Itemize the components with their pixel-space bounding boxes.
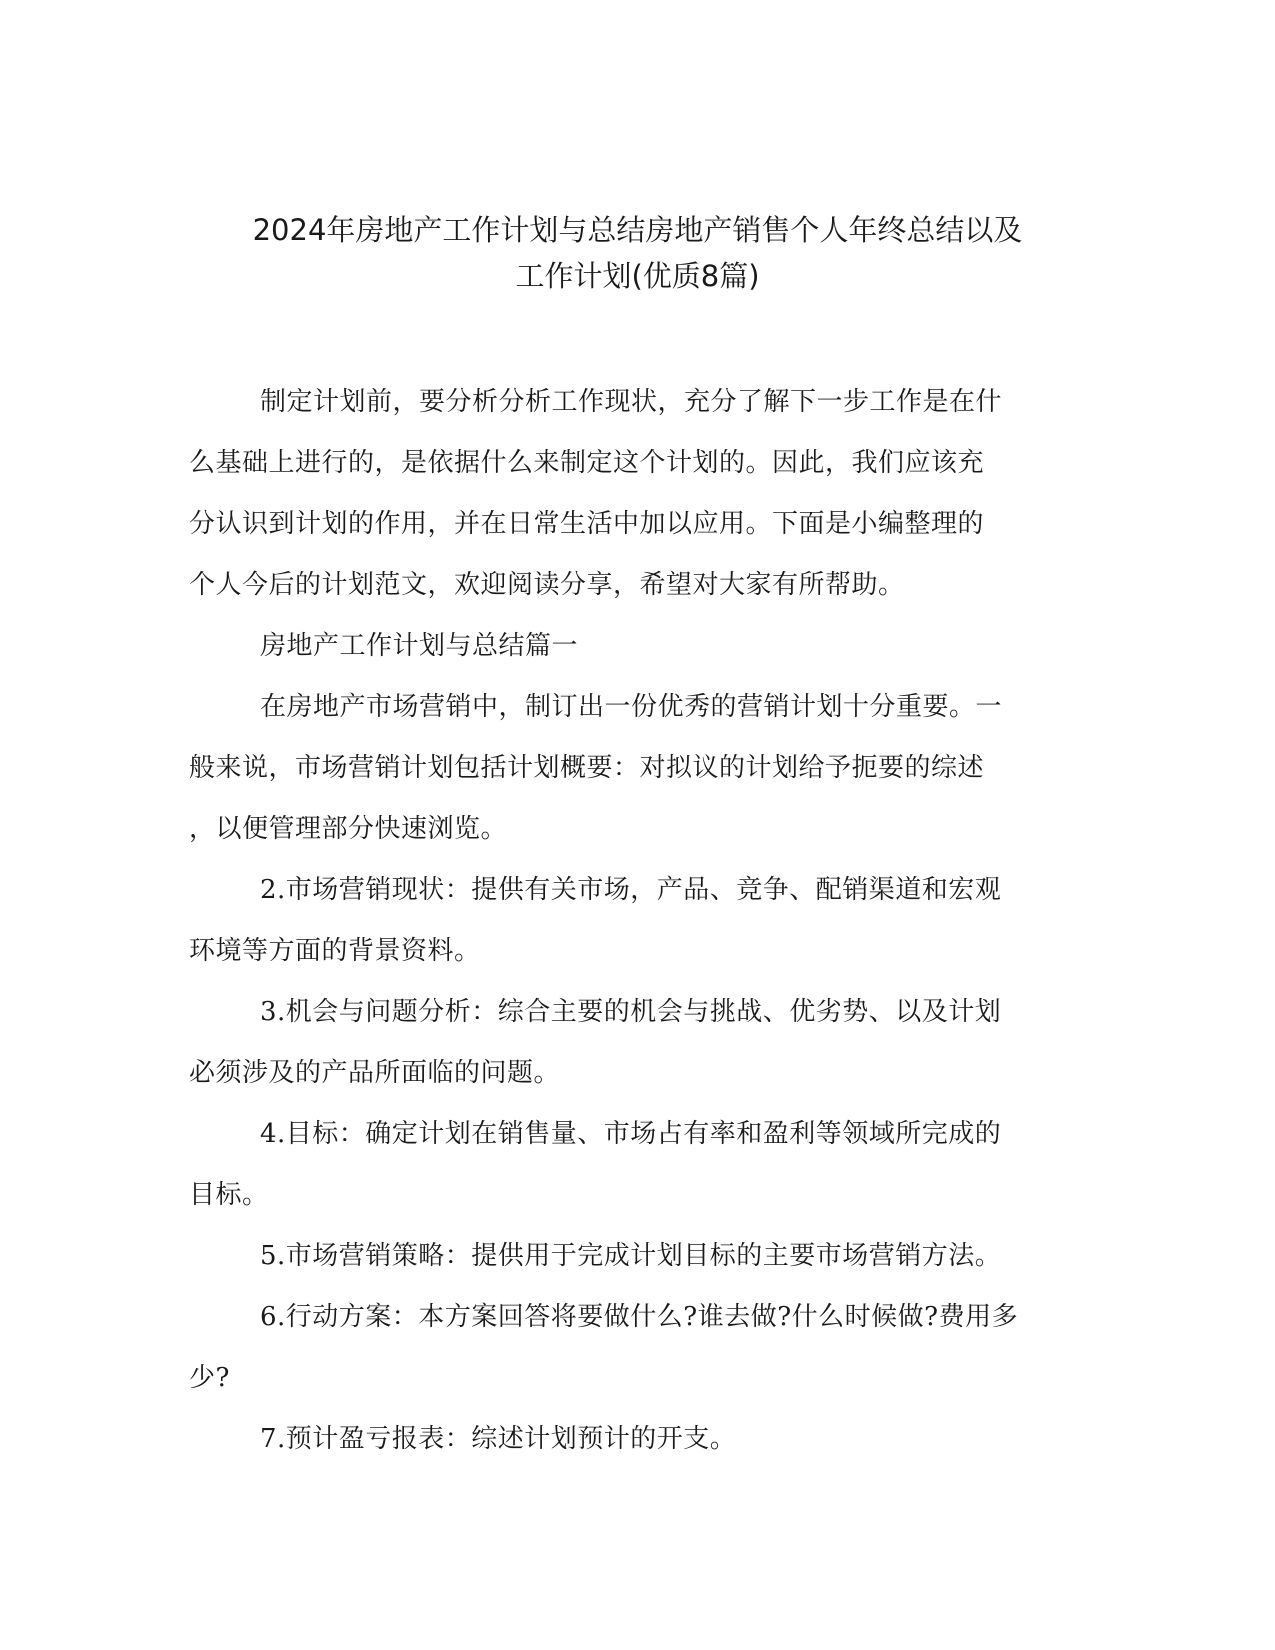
text-line: 在房地产市场营销中，制订出一份优秀的营销计划十分重要。一 [260, 692, 1003, 722]
document-body [189, 372, 1085, 1470]
text-line: 目标。 [189, 1180, 269, 1210]
text-line: ，以便管理部分快速浏览。 [189, 814, 508, 844]
paragraph-5 [189, 1226, 1085, 1287]
title-line-2: 工作计划(优质8篇) [515, 259, 760, 294]
text-line: 制定计划前，要分析分析工作现状，充分了解下一步工作是在什 [260, 387, 1003, 417]
text-line: 环境等方面的背景资料。 [189, 936, 481, 966]
text-line: 房地产工作计划与总结篇一 [260, 631, 579, 661]
paragraph-7 [189, 1409, 1085, 1470]
text-line: 分认识到计划的作用，并在日常生活中加以应用。下面是小编整理的 [189, 509, 985, 539]
text-line: 必须涉及的产品所面临的问题。 [189, 1058, 561, 1088]
paragraph-6 [189, 1287, 1085, 1409]
intro-paragraph [189, 372, 1085, 616]
paragraph-1 [189, 677, 1085, 860]
text-line: 6.行动方案：本方案回答将要做什么?谁去做?什么时候做?费用多 [260, 1302, 1019, 1332]
text-line: 2.市场营销现状：提供有关市场，产品、竞争、配销渠道和宏观 [260, 875, 1002, 905]
text-line: 么基础上进行的，是依据什么来制定这个计划的。因此，我们应该充 [189, 448, 985, 478]
document-title [150, 207, 1125, 299]
title-line-1: 2024年房地产工作计划与总结房地产销售个人年终总结以及 [252, 213, 1023, 248]
text-line: 4.目标：确定计划在销售量、市场占有率和盈利等领域所完成的 [260, 1119, 1002, 1149]
text-line: 3.机会与问题分析：综合主要的机会与挑战、优劣势、以及计划 [260, 997, 1002, 1027]
text-line: 5.市场营销策略：提供用于完成计划目标的主要市场营销方法。 [260, 1241, 1002, 1271]
text-line: 少? [189, 1363, 230, 1393]
paragraph-4 [189, 1104, 1085, 1226]
text-line: 7.预计盈亏报表：综述计划预计的开支。 [260, 1424, 737, 1454]
paragraph-3 [189, 982, 1085, 1104]
paragraph-2 [189, 860, 1085, 982]
section-heading [189, 616, 1085, 677]
text-line: 般来说，市场营销计划包括计划概要：对拟议的计划给予扼要的综述 [189, 753, 985, 783]
text-line: 个人今后的计划范文，欢迎阅读分享，希望对大家有所帮助。 [189, 570, 905, 600]
